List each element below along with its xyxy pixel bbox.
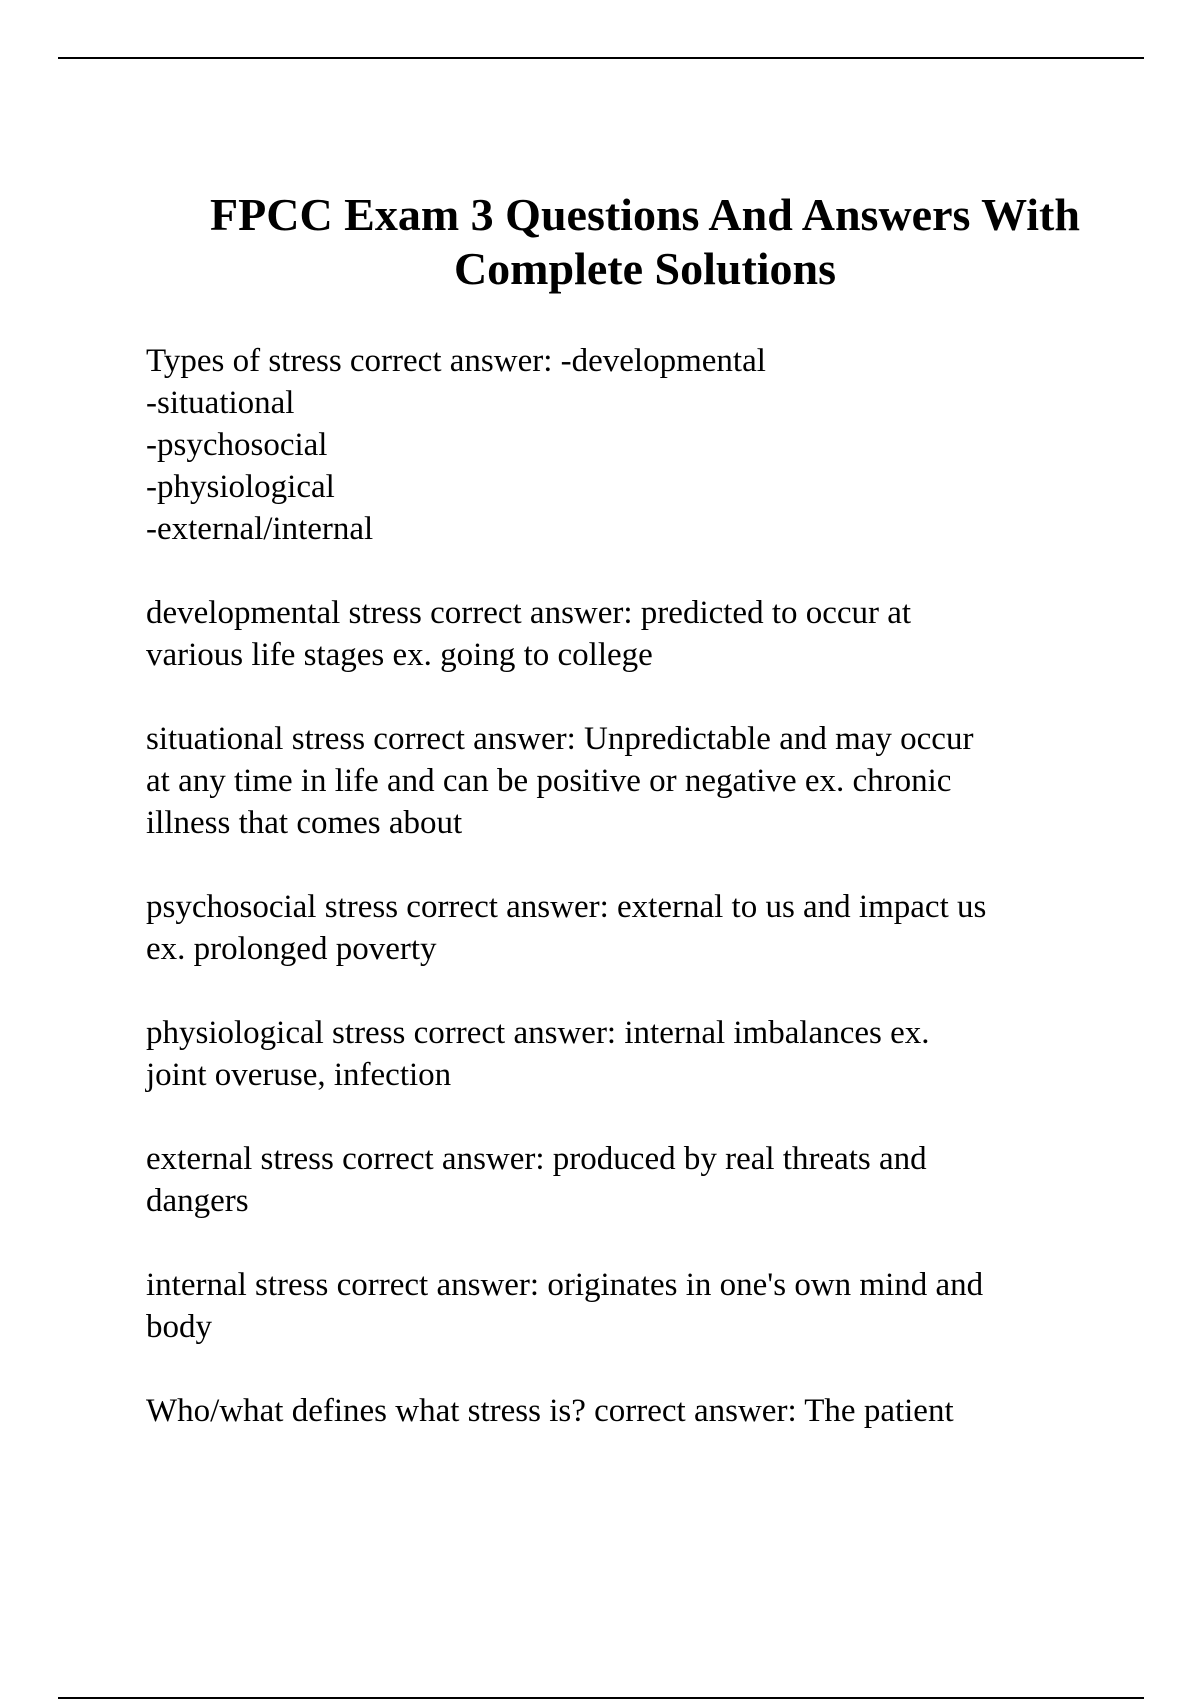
entry-line: -situational (146, 385, 295, 421)
entry-line: Who/what defines what stress is? correct answer: The patient (146, 1393, 954, 1429)
qa-entry-psychosocial-stress (146, 886, 1106, 970)
entry-line: body (146, 1309, 212, 1345)
title-line: FPCC Exam 3 Questions And Answers With (210, 189, 1080, 240)
entry-line: situational stress correct answer: Unpredictable and may occur (146, 721, 974, 757)
entry-line: ex. prolonged poverty (146, 931, 437, 967)
qa-entry-who-defines-stress (146, 1390, 1106, 1432)
entry-line: psychosocial stress correct answer: external to us and impact us (146, 889, 987, 925)
bottom-rule (58, 1697, 1144, 1699)
qa-entry-types-of-stress (146, 340, 1106, 550)
qa-entry-developmental-stress (146, 592, 1106, 676)
entry-line: -external/internal (146, 511, 374, 547)
qa-list (146, 340, 1106, 1474)
entry-line: external stress correct answer: produced by real threats and (146, 1141, 927, 1177)
entry-line: physiological stress correct answer: internal imbalances ex. (146, 1015, 930, 1051)
entry-line: illness that comes about (146, 805, 463, 841)
entry-line: Types of stress correct answer: -developmental (146, 343, 766, 379)
entry-line: -physiological (146, 469, 335, 505)
entry-line: -psychosocial (146, 427, 328, 463)
qa-entry-physiological-stress (146, 1012, 1106, 1096)
qa-entry-external-stress (146, 1138, 1106, 1222)
top-rule (58, 57, 1144, 59)
entry-line: developmental stress correct answer: predicted to occur at (146, 595, 912, 631)
entry-line: various life stages ex. going to college (146, 637, 653, 673)
entry-line: joint overuse, infection (146, 1057, 452, 1093)
entry-line: dangers (146, 1183, 249, 1219)
qa-entry-situational-stress (146, 718, 1106, 844)
page-title (58, 188, 1200, 296)
entry-line: at any time in life and can be positive or negative ex. chronic (146, 763, 952, 799)
qa-entry-internal-stress (146, 1264, 1106, 1348)
entry-line: internal stress correct answer: originates in one's own mind and (146, 1267, 984, 1303)
title-line: Complete Solutions (453, 243, 837, 294)
